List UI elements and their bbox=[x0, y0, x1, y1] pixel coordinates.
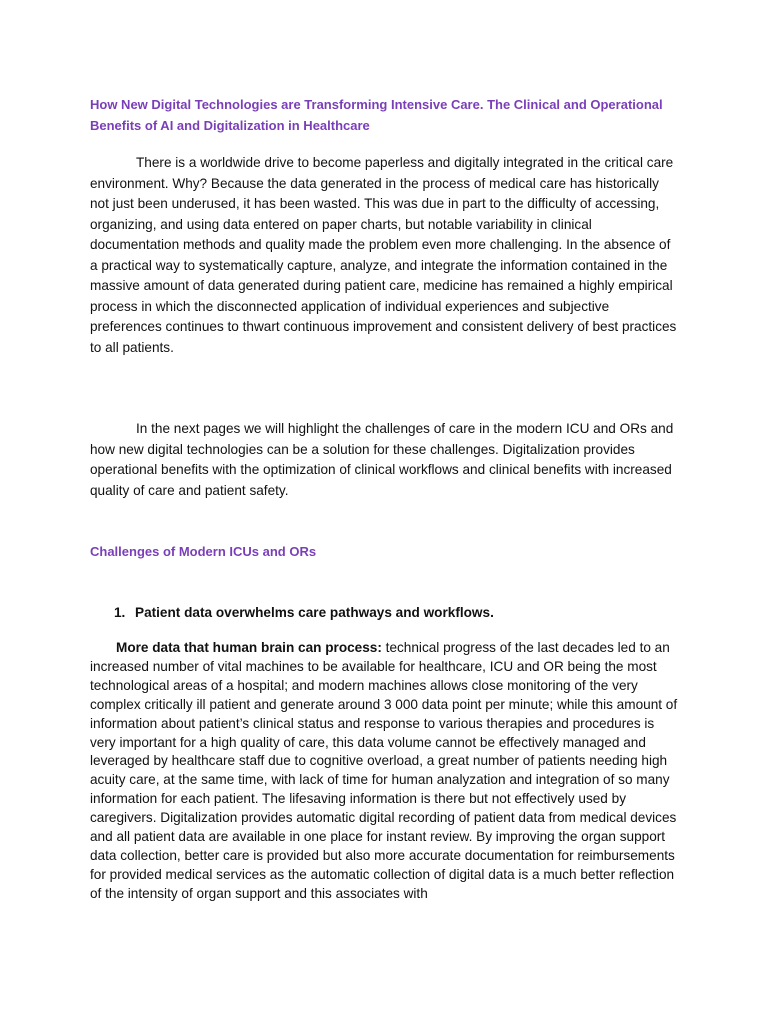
list-item-text: Patient data overwhelms care pathways and workflows. bbox=[135, 605, 494, 620]
section-heading: Challenges of Modern ICUs and ORs bbox=[90, 544, 317, 559]
overview-paragraph: In the next pages we will highlight the challenges of care in the modern ICU and ORs and how new digital technologies can be a solution for these challenges. Digitalization provides operational benefits with the optimization of clinical workflows and clinical benefits with increased quality of care and patient safety. bbox=[90, 421, 674, 498]
challenges-list bbox=[90, 602, 680, 623]
list-item bbox=[90, 602, 680, 623]
document-title: How New Digital Technologies are Transforming Intensive Care. The Clinical and Operational Benefits of AI and Digitalization in Healthcare bbox=[90, 97, 663, 133]
paragraph-body: technical progress of the last decades led to an increased number of vital machines to be available for healthcare, ICU and OR being the most technological areas of a hospital; and modern machines allows close monitoring of the very complex critically ill patient and generate around 3 000 data point per minute; while this amount of information about patient’s clinical status and response to various therapies and procedures is very important for a high quality of care, this data volume cannot be effectively managed and leveraged by healthcare staff due to cognitive overload, a great number of patients needing high acuity care, at the same time, with lack of time for human analyzation and integration of so many information for each patient. The lifesaving information is there but not effectively used by caregivers. Digitalization provides automatic digital recording of patient data from medical devices and all patient data are available in one place for instant review. By improving the organ support data collection, better care is provided but also more accurate documentation for reimbursements for provided medical services as the automatic collection of digital data is a much better reflection of the intensity of organ support and this associates with bbox=[90, 640, 678, 901]
data-overload-paragraph bbox=[90, 639, 680, 904]
paragraph-lead: More data that human brain can process: bbox=[116, 640, 382, 655]
list-item-number: 1. bbox=[114, 605, 126, 620]
intro-paragraph: There is a worldwide drive to become paperless and digitally integrated in the critical care environment. Why? Because the data generated in the process of medical care has historically not just been underused, it has been wasted. This was due in part to the difficulty of accessing, organizing, and using data entered on paper charts, but notable variability in clinical documentation methods and quality made the problem even more challenging. In the absence of a practical way to systematically capture, analyze, and integrate the information contained in the massive amount of data generated during patient care, medicine has remained a highly empirical process in which the disconnected application of individual experiences and subjective preferences continues to thwart continuous improvement and consistent delivery of best practices to all patients. bbox=[90, 155, 677, 355]
